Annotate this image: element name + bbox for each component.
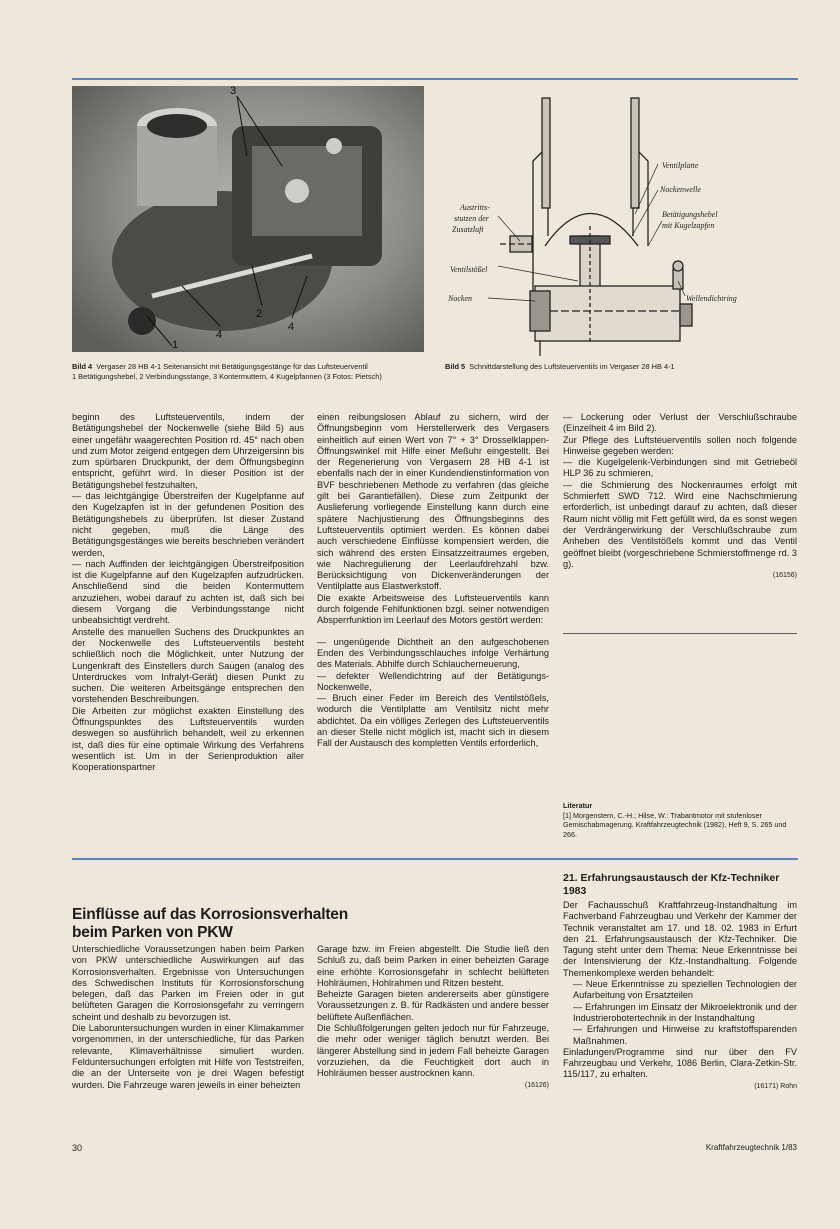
page-number: 30 xyxy=(72,1143,83,1153)
label-wellendichtring: Wellendichtring xyxy=(686,294,737,303)
literature-entry-1: [1] Morgenstern, C.-H.; Hilse, W.: Trabantmotor mit stufenloser Gemischabmagerung. Kraftfahrzeugtechnik (1982), Heft 9, S. 265 und 266. xyxy=(563,810,787,839)
label-betaetigungshebel-1: Betätigungshebel xyxy=(662,210,718,219)
label-nocken: Nocken xyxy=(448,294,472,303)
column3-separator xyxy=(563,633,797,634)
article1-ref: (16156) xyxy=(772,572,797,580)
photo-callout-1: 1 xyxy=(172,339,179,351)
figure4-caption xyxy=(72,362,432,382)
article3-body xyxy=(563,900,797,1092)
article1-col2-p3: — ungenügende Dichtheit an den aufgeschobenen Enden des Verbindungsschlauches infolge Verhärtung des Materials. Abhilfe durch Schlaucherneuerung, xyxy=(317,636,549,670)
article2-title xyxy=(72,906,452,942)
article3-title xyxy=(563,872,799,897)
label-betaetigungshebel-2: mit Kugelzapfen xyxy=(662,221,715,230)
figure5-caption xyxy=(445,362,795,372)
photo-callout-4b: 4 xyxy=(288,321,295,333)
article3-title-line2: 1983 xyxy=(563,884,587,897)
label-ventilstoessel: Ventilstößel xyxy=(450,265,488,274)
article1-column2 xyxy=(317,412,549,750)
article2-col1-p2: Die Laboruntersuchungen wurden in einer Klimakammer vorgenommen, in der unterschiedliche, für das Parken relevante, Klimaverhältnisse simuliert wurden. Felduntersuchungen erfolgten mit Hilfe von Teststreifen, die an der Unterseite von je drei Wagen befestigt wurden. Die Fahrzeuge waren jeweils in einer beheizten xyxy=(72,1023,304,1090)
article1-column1 xyxy=(72,412,304,774)
top-rule xyxy=(72,78,798,80)
literature-block xyxy=(563,801,797,839)
label-nockenwelle: Nockenwelle xyxy=(660,185,701,194)
article3-p2: — Neue Erkenntnisse zu speziellen Technologien der Aufarbeitung von Ersatzteilen xyxy=(573,979,797,1001)
article1-col2-p4: — defekter Wellendichtring auf der Betätigungs-Nockenwelle, xyxy=(317,670,549,692)
figure5-caption-label: Bild 5 xyxy=(445,362,466,371)
article2-title-line1: Einflüsse auf das Korrosionsverhalten xyxy=(72,906,348,923)
article1-col1-p4: Anstelle des manuellen Suchens des Druckpunktes an der Nockenwelle des Luftsteuerventils besteht schließlich noch die Möglichkeit, unter Nutzung der Lungenkraft des Einstellers durch Saugen (analog des Unterdruckes vom Infralyt-Gerät) diesen Punkt zu suchen. Die weiteren Arbeitsgänge entsprechen den vorstehenden Beschreibungen. xyxy=(72,626,304,705)
article3-ref: (16171) Rohn xyxy=(754,1082,797,1090)
figure4-caption-line1: Vergaser 28 HB 4-1 Seitenansicht mit Betätigungsgestänge für das Luftsteuerventil xyxy=(96,362,368,371)
article2-col2-p1: Garage bzw. im Freien abgestellt. Die Studie ließ den Schluß zu, daß beim Parken in einer beheizten Garage eine erhöhte Korrosionsgefahr in schlecht belüfteten Hohlräumen, Hohlrahmen und Ritzen besteht. xyxy=(317,944,549,988)
literature-heading: Literatur xyxy=(563,801,593,810)
article3-p4: — Erfahrungen und Hinweise zu kraftstoffsparenden Maßnahmen. xyxy=(573,1024,797,1046)
article3-p3: — Erfahrungen im Einsatz der Mikroelektronik und der Industrierobotertechnik in der Instandhaltung xyxy=(573,1001,797,1023)
article2-col2-p2: Beheizte Garagen bieten andererseits aber günstigere Voraussetzungen z. B. für Radkästen und andere besser belüftete Außenflächen. xyxy=(317,989,549,1022)
label-austritt-3: Zusatzluft xyxy=(452,225,484,234)
middle-rule xyxy=(72,858,798,860)
article1-col2-p1: einen reibungslosen Ablauf zu sichern, wird der Öffnungsbeginn vom Herstellerwerk des Vergasers einheitlich auf einen Wert von 7° + 3° Drosselklappen-Öffnungswinkel mit Hilfe einer Meßuhr eingestellt. Bei der Regenerierung von Vergasern 28 HB 4-1 ist ebenfalls nach der in einer Kundendienstinformation von BVF beschriebenen Methode zu verfahren (das gleiche gilt bei Garantiefällen). Diese zum Zeitpunkt der Auslieferung vorliegende Einstellung kann durch eine spätere Nachjustierung des Öffnungsbeginns des Luftsteuerventils optimiert werden. Es können dabei auch verschiedene Einflüsse kompensiert werden, die sich während des ersten Einsatzzeitraumes ergeben, wie Nachregulierung der Leerlaufdrehzahl bzw. Berücksichtigung von Dickenveränderungen der Ventilplatte aus Elastwerkstoff. xyxy=(317,412,549,592)
article1-column3 xyxy=(563,412,797,581)
photo-callout-2: 2 xyxy=(256,308,263,320)
valve-section-drawing xyxy=(440,86,760,356)
article1-col1-p1: beginn des Luftsteuerventils, indem der Betätigungshebel der Nockenwelle (siehe Bild 5) aus einer ungefähr waagerechten Position rd. 45° nach oben und zum Motor zeigend entgegen dem Uhrzeigersinn bis zum spürbaren Druckpunkt, der dem Öffnungsbeginn entspricht, geführt wird. In dieser Position ist der Betätigungshebel festzuhalten, xyxy=(72,412,304,490)
figure4-caption-label: Bild 4 xyxy=(72,362,93,371)
article2-column2 xyxy=(317,944,549,1091)
article3-p5: Einladungen/Programme sind nur über den FV Fahrzeugbau und Verkehr, 1086 Berlin, Clara-Zetkin-Str. 115/117, zu erhalten. xyxy=(563,1046,797,1080)
article1-col3-p3: — die Kugelgelenk-Verbindungen sind mit Getriebeöl HLP 36 zu schmieren, xyxy=(563,457,797,479)
label-austritt-1: Austritts- xyxy=(460,203,490,212)
article1-col3-p1: — Lockerung oder Verlust der Verschlußschraube (Einzelheit 4 im Bild 2). xyxy=(563,412,797,434)
article1-col1-p3: — nach Auffinden der leichtgängigen Überstreifposition ist die Kugelpfanne auf den Kugelzapfen aufzudrücken. Anschließend sind die beiden Kontermuttern anzuziehen, wobei darauf zu achten ist, daß sich bei diesem Vorgang die Verbindungsstange nicht unbeabsichtigt verdreht. xyxy=(72,558,304,626)
article2-column1 xyxy=(72,944,304,1091)
article3-p1: Der Fachausschuß Kraftfahrzeug-Instandhaltung im Fachverband Fahrzeugbau und Verkehr der Kammer der Technik veranstaltet am 17. und 18. 02. 1983 in Erfurt den 21. Erfahrungsaustausch der Kfz-Techniker. Die Tagung steht unter dem Thema: Neue Erkenntnisse bei der Intensivierung der Kfz.-Instandhaltung. Folgende Themenkomplexe werden behandelt: xyxy=(563,900,797,978)
article2-col1-p1: Unterschiedliche Voraussetzungen haben beim Parken von PKW unterschiedliche Auswirkungen auf das Korrosionsverhalten. Ergebnisse von Untersuchungen des Schwedischen Instituts für Korrosionsforschung belegen, daß das Parken im Freien oder in gut belüfteten Garagen die Korrosionsgefahr zu verringern scheint und deshalb zu bevorzugen ist. xyxy=(72,944,304,1022)
photo-callout-3: 3 xyxy=(230,86,237,97)
article1-col2-p5: — Bruch einer Feder im Bereich des Ventilstößels, wodurch die Ventilplatte am Ventilsitz nicht mehr abdichtet. Da ein völliges Zerlegen des Luftsteuerventils an dieser Stelle nicht möglich ist, macht sich in diesem Fall der Austausch des kompletten Ventils erforderlich, xyxy=(317,693,549,749)
label-ventilplatte: Ventilplatte xyxy=(662,161,699,170)
article1-col3-p2: Zur Pflege des Luftsteuerventils sollen noch folgende Hinweise gegeben werden: xyxy=(563,434,797,456)
carburetor-photo-drawing xyxy=(72,86,424,352)
journal-name: Kraftfahrzeugtechnik 1/83 xyxy=(705,1143,797,1152)
article2-title-line2: beim Parken von PKW xyxy=(72,924,233,941)
label-austritt-2: stutzen der xyxy=(454,214,489,223)
article1-col2-p2: Die exakte Arbeitsweise des Luftsteuerventils kann durch folgende Fehlfunktionen bzgl. seiner notwendigen Absperrfunktion im Leerlauf des Motors gestört werden: xyxy=(317,592,549,626)
figure4-caption-line2: 1 Betätigungshebel, 2 Verbindungsstange, 3 Kontermuttern, 4 Kugelpfannen (3 Fotos: Pietsch) xyxy=(72,372,382,381)
carburetor-photo xyxy=(72,86,424,352)
article2-col2-p3: Die Schlußfolgerungen gelten jedoch nur für Fahrzeuge, die mehr oder weniger täglich benutzt werden. Bei längerer Abstellung sind in jedem Fall beheizte Garagen vorzuziehen, da die Feuchtigkeit dort auch in Hohlräumen besser austrocknen kann. xyxy=(317,1023,549,1079)
photo-callout-4a: 4 xyxy=(216,329,223,341)
article3-title-line1: 21. Erfahrungsaustausch der Kfz-Techniker xyxy=(563,872,780,884)
article1-col1-p2: — das leichtgängige Überstreifen der Kugelpfanne auf den Kugelzapfen ist in der gefundenen Position des Betätigungshebels zu überprüfen. Ist dieser Zustand nicht gegeben, muß die Länge des Betätigungsgestänges wie bereits beschrieben verändert werden, xyxy=(72,491,304,558)
valve-section-diagram xyxy=(440,86,760,356)
article2-ref: (16126) xyxy=(524,1081,549,1089)
figure5-caption-text: Schnittdarstellung des Luftsteuerventils im Vergaser 28 HB 4-1 xyxy=(469,362,675,371)
article1-col3-p4: — die Schmierung des Nockenraumes erfolgt mit Schmierfett SWD 712. Wird eine Nachschmierung erforderlich, ist unbedingt darauf zu achten, daß dieser Raum nicht völlig mit Fett gefüllt wird, da es sonst wegen der Verdrängerwirkung der Verschlußschraube zum Anheben des Ventilstößels kommt und das Ventil geöffnet bleibt (vorgeschriebene Schmierstoffmenge rd. 3 g). xyxy=(563,479,797,569)
article1-col1-p5: Die Arbeiten zur möglichst exakten Einstellung des Öffnungspunktes des Luftsteuerventils wurden deswegen so ausführlich behandelt, weil zu erkennen ist, daß dies für eine optimale Wirkung des Verfahrens wesentlich ist. Um in der Serienproduktion aller Kooperationspartner xyxy=(72,705,304,773)
